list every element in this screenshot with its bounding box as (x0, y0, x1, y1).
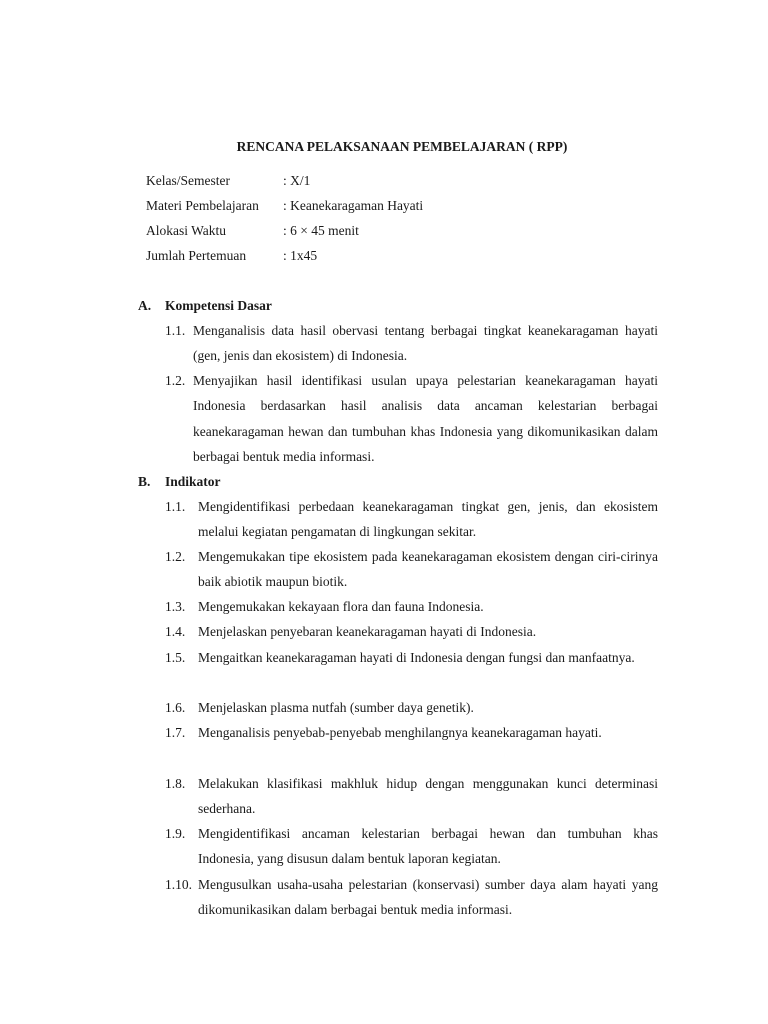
item-number: 1.2. (165, 549, 186, 564)
item-number: 1.1. (165, 499, 186, 514)
list-item (165, 645, 658, 670)
list-item (165, 872, 658, 923)
item-number: 1.7. (165, 725, 186, 740)
section-letter: A. (138, 298, 152, 313)
item-number: 1.6. (165, 700, 186, 715)
item-number: 1.8. (165, 776, 186, 791)
list-item (165, 494, 658, 545)
item-text: Mengemukakan tipe ekosistem pada keanekaragaman ekosistem dengan ciri-cirinya baik abiotik maupun biotik. (198, 549, 658, 590)
list-item (165, 368, 658, 469)
meta-label: Alokasi Waktu (146, 223, 227, 238)
item-number: 1.10. (165, 877, 192, 892)
item-number: 1.5. (165, 650, 186, 665)
meta-table (146, 168, 423, 268)
meta-label: Jumlah Pertemuan (146, 248, 247, 263)
item-number: 1.3. (165, 599, 186, 614)
section-title: Kompetensi Dasar (165, 298, 272, 313)
list-item (165, 594, 658, 619)
meta-row-pertemuan (146, 243, 423, 268)
list-item (165, 695, 658, 720)
item-text: Mengidentifikasi ancaman kelestarian berbagai hewan dan tumbuhan khas Indonesia, yang disusun dalam bentuk laporan kegiatan. (198, 826, 658, 867)
item-text: Mengemukakan kekayaan flora dan fauna Indonesia. (198, 599, 484, 614)
section-heading-kompetensi-dasar (138, 293, 272, 318)
section-heading-indikator (138, 469, 221, 494)
meta-row-alokasi (146, 218, 423, 243)
list-item (165, 619, 658, 644)
meta-label: Materi Pembelajaran (146, 198, 259, 213)
list-item (165, 544, 658, 595)
item-number: 1.2. (165, 373, 186, 388)
item-text: Mengidentifikasi perbedaan keanekaragaman tingkat gen, jenis, dan ekosistem melalui kegiatan pengamatan di lingkungan sekitar. (198, 499, 658, 540)
document-title: RENCANA PELAKSANAAN PEMBELAJARAN ( RPP) (236, 139, 568, 154)
section-letter: B. (138, 474, 151, 489)
item-text: Menganalisis data hasil obervasi tentang berbagai tingkat keanekaragaman hayati (gen, jenis dan ekosistem) di Indonesia. (193, 323, 658, 364)
item-number: 1.4. (165, 624, 186, 639)
meta-value: : Keanekaragaman Hayati (283, 198, 424, 213)
meta-value: : 1x45 (283, 248, 318, 263)
meta-row-kelas (146, 168, 423, 193)
list-item (165, 720, 658, 745)
item-text: Mengaitkan keanekaragaman hayati di Indonesia dengan fungsi dan manfaatnya. (198, 650, 635, 665)
section-title: Indikator (165, 474, 221, 489)
item-text: Menyajikan hasil identifikasi usulan upaya pelestarian keanekaragaman hayati Indonesia berdasarkan hasil analisis data ancaman kelestarian berbagai keanekaragaman hewan dan tumbuhan khas Indonesia yang dikomunikasikan dalam berbagai bentuk media informasi. (193, 373, 658, 464)
item-text: Mengusulkan usaha-usaha pelestarian (konservasi) sumber daya alam hayati yang dikomunikasikan dalam berbagai bentuk media informasi. (198, 877, 658, 918)
item-text: Menjelaskan penyebaran keanekaragaman hayati di Indonesia. (198, 624, 537, 639)
item-text: Melakukan klasifikasi makhluk hidup dengan menggunakan kunci determinasi sederhana. (198, 776, 658, 817)
item-text: Menjelaskan plasma nutfah (sumber daya genetik). (198, 700, 474, 715)
list-item (165, 318, 658, 369)
meta-value: : 6 × 45 menit (283, 223, 359, 238)
meta-label: Kelas/Semester (146, 173, 230, 188)
list-item (165, 821, 658, 872)
item-number: 1.9. (165, 826, 186, 841)
list-item (165, 771, 658, 822)
item-text: Menganalisis penyebab-penyebab menghilangnya keanekaragaman hayati. (198, 725, 602, 740)
item-number: 1.1. (165, 323, 186, 338)
meta-row-materi (146, 193, 423, 218)
meta-value: : X/1 (283, 173, 311, 188)
